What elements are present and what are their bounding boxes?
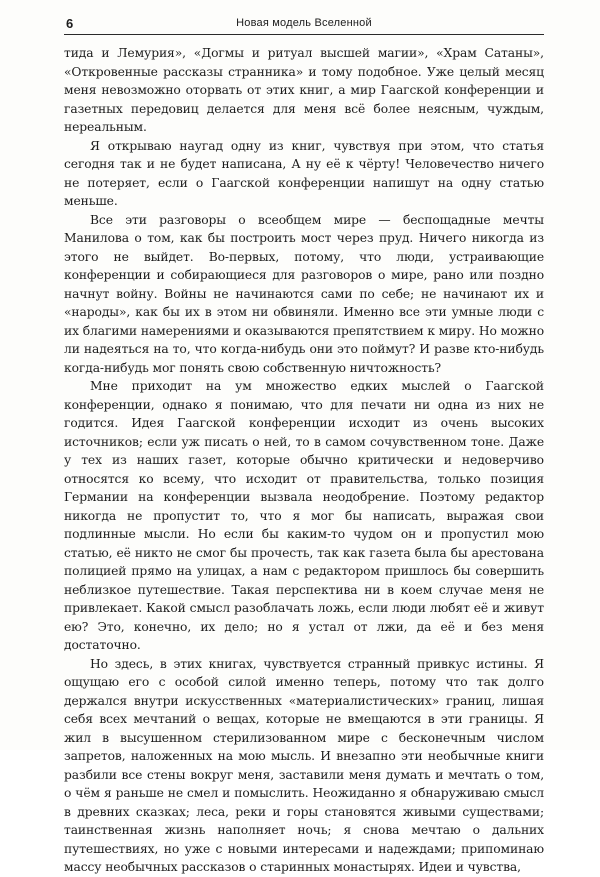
running-head [64,14,544,35]
book-title: Новая модель Вселенной [236,17,372,29]
body-text [64,44,544,877]
paragraph-5: Но здесь, в этих книгах, чувствуется странный привкус истины. Я ощущаю его с особой силой именно теперь, потому что так долго держался внутри искусственных «материалистических» границ, лишая себя всех мечтаний о вещах, которые не вмещаются в эти границы. Я жил в высушенном стерилизованном мире с бесконечным числом запретов, наложенных на мою мысль. И внезапно эти необычные книги разбили все стены вокруг меня, заставили меня думать и мечтать о том, о чём я раньше не смел и помыслить. Неожиданно я обнаруживаю смысл в древних сказках; леса, реки и горы становятся живыми существами; таинственная жизнь наполняет ночь; я снова мечтаю о дальних путешествиях, но уже с новыми интересами и надеждами; припоминаю массу необычных рассказов о старинных монастырях. Идеи и чувства, [64,656,544,874]
paragraph-2: Я открываю наугад одну из книг, чувствуя при этом, что статья сегодня так и не будет написана, А ну её к чёрту! Человечество ничего не потеряет, если о Гаагской конференции напишут на одну статью меньше. [64,138,544,208]
page-number: 6 [66,16,74,31]
paragraph-1: тида и Лемурия», «Догмы и ритуал высшей магии», «Храм Сатаны», «Откровенные рассказы странника» и тому подобное. Уже целый месяц меня невозможно оторвать от этих книг, а мир Гаагской конференции и газетных передовиц делается для меня всё более неясным, чуждым, нереальным. [64,46,544,134]
paragraph-3: Все эти разговоры о всеобщем мире — беспощадные мечты Манилова о том, как бы построить мост через пруд. Ничего никогда из этого не выйдет. Во-первых, потому, что люди, устраивающие конференции и собирающиеся для разговоров о мире, рано или поздно начнут войну. Войны не начинаются сами по себе; не начинают их и «народы», как бы их в этом ни обвиняли. Именно все эти умные люди с их благими намерениями и оказываются препятствием к миру. Но можно ли надеяться на то, что когда-нибудь они это поймут? И разве кто-нибудь когда-нибудь мог понять свою собственную ничтожность? [64,212,544,375]
paragraph-4: Мне приходит на ум множество едких мыслей о Гаагской конференции, однако я понимаю, что для печати ни одна из них не годится. Идея Гаагской конференции исходит из очень высоких источников; если уж писать о ней, то в самом сочувственном тоне. Даже у тех из наших газет, которые обычно критически и недоверчиво относятся ко всему, что исходит от правительства, только позиция Германии на конференции вызвала неодобрение. Поэтому редактор никогда не пропустит то, что я мог бы написать, выражая свои подлинные мысли. Но если бы каким-то чудом он и пропустил мою статью, её никто не смог бы прочесть, так как газета была бы арестована полицией прямо на улицах, а нам с редактором пришлось бы совершить неблизкое путешествие. Такая перспектива ни в коем случае меня не привлекает. Какой смысл разоблачать ложь, если люди любят её и живут ею? Это, конечно, их дело; но я устал от лжи, да её и без меня достаточно. [64,379,544,652]
